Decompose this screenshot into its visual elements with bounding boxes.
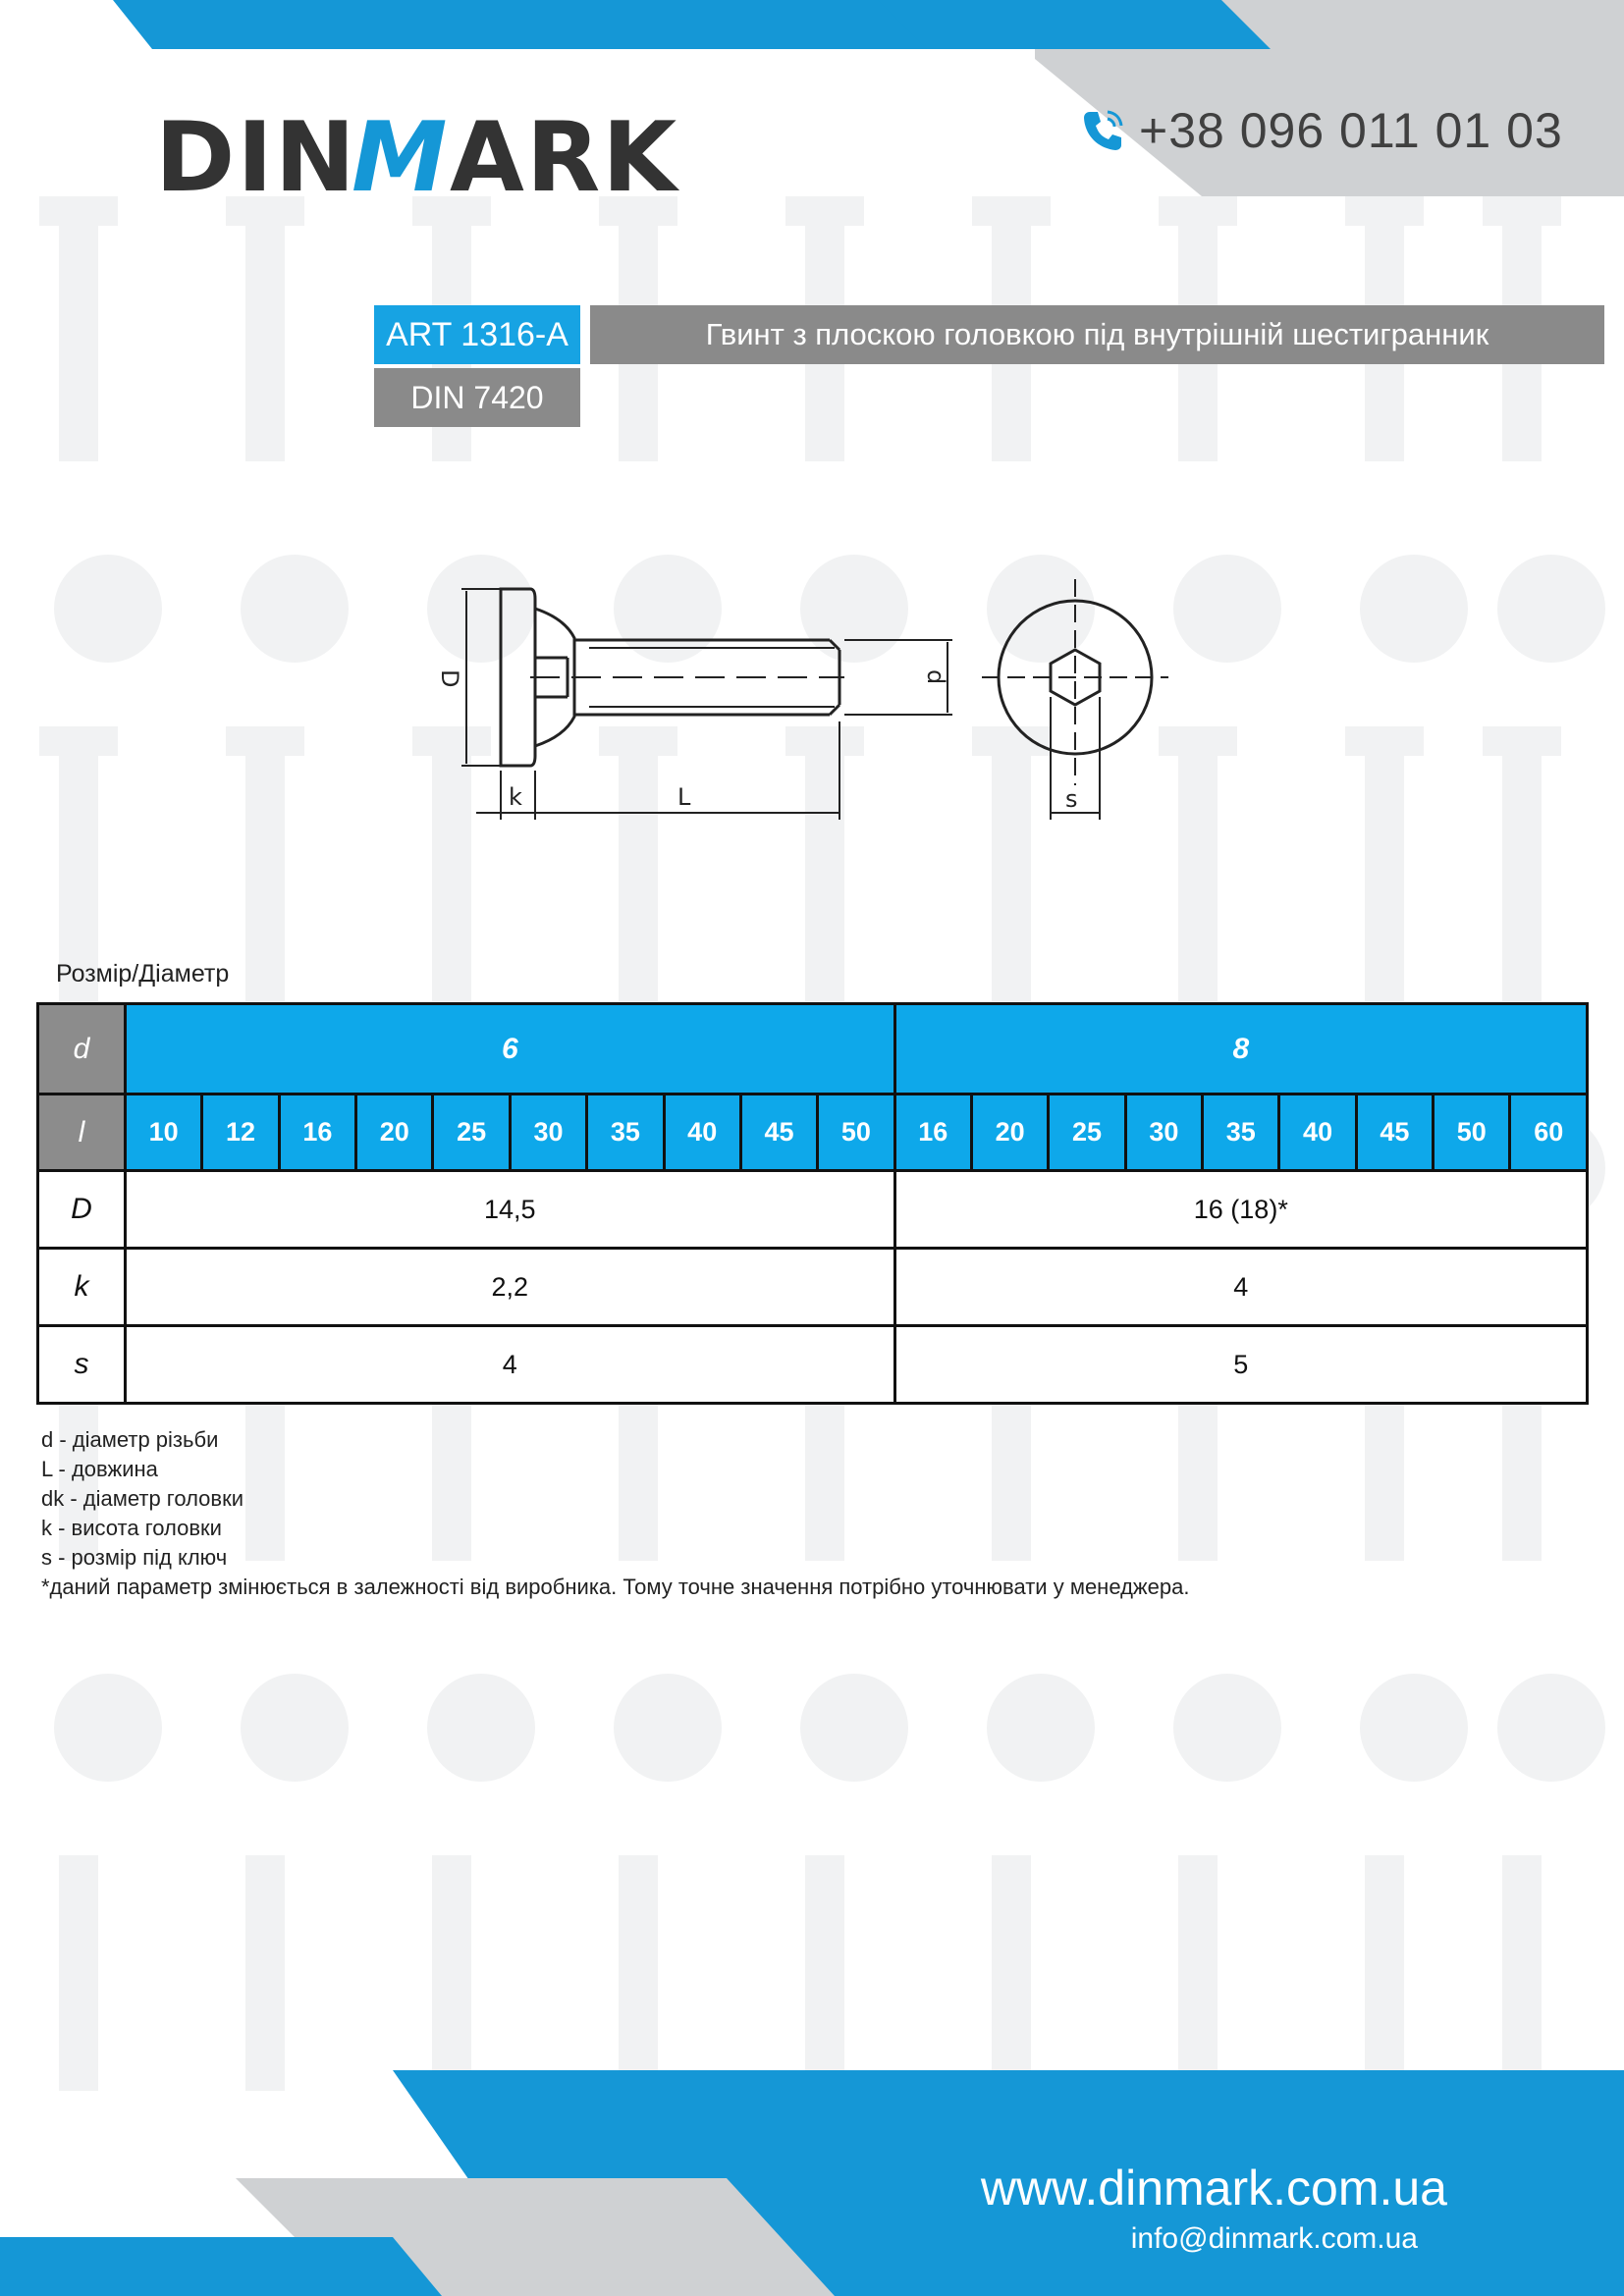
legend-notes [41, 1425, 1189, 1602]
dim-label-d: d [922, 669, 949, 685]
note-line: s - розмір під ключ [41, 1545, 228, 1570]
length-cell: 30 [510, 1095, 586, 1171]
value-cell: 4 [126, 1326, 895, 1404]
value-cell: 2,2 [126, 1249, 895, 1326]
header-gray-shape [878, 0, 1624, 196]
note-line: d - діаметр різьби [41, 1427, 219, 1452]
email-link[interactable]: info@dinmark.com.ua [1130, 2222, 1418, 2255]
length-cell: 60 [1510, 1095, 1588, 1171]
row-label: D [38, 1171, 126, 1249]
length-cell: 45 [1356, 1095, 1433, 1171]
svg-text:M: M [352, 106, 448, 204]
length-cell: 35 [1203, 1095, 1279, 1171]
length-cell: 10 [126, 1095, 202, 1171]
value-cell: 5 [894, 1326, 1587, 1404]
diameter-8: 8 [894, 1004, 1587, 1095]
length-cell: 12 [202, 1095, 279, 1171]
value-cell: 14,5 [126, 1171, 895, 1249]
dim-label-L: L [677, 783, 691, 811]
length-cell: 35 [587, 1095, 664, 1171]
svg-text:ARK: ARK [450, 106, 679, 204]
value-cell: 16 (18)* [894, 1171, 1587, 1249]
value-cell: 4 [894, 1249, 1587, 1326]
row-label: s [38, 1326, 126, 1404]
dim-label-D: D [436, 669, 463, 688]
length-cell: 50 [818, 1095, 894, 1171]
length-cell: 30 [1125, 1095, 1202, 1171]
row-label: d [38, 1004, 126, 1095]
art-number: ART 1316-A [374, 305, 580, 364]
table-caption: Розмір/Діаметр [56, 960, 230, 988]
note-line: k - висота головки [41, 1516, 222, 1540]
technical-drawing [422, 550, 1188, 844]
row-D [38, 1171, 1588, 1249]
length-cell: 40 [1279, 1095, 1356, 1171]
length-cell: 45 [740, 1095, 817, 1171]
note-line: L - довжина [41, 1457, 158, 1481]
length-cell: 25 [433, 1095, 510, 1171]
note-line: *даний параметр змінюється в залежності від виробника. Тому точне значення потрібно уточнювати у менеджера. [41, 1575, 1190, 1599]
dim-label-s: s [1065, 785, 1078, 813]
row-l [38, 1095, 1588, 1171]
length-cell: 40 [664, 1095, 740, 1171]
svg-text:DIN: DIN [155, 106, 357, 204]
din-standard: DIN 7420 [374, 368, 580, 427]
diameter-6: 6 [126, 1004, 895, 1095]
product-title: Гвинт з плоскою головкою під внутрішній шестигранник [590, 305, 1604, 364]
phone-number[interactable]: +38 096 011 01 03 [1078, 102, 1563, 159]
note-line: dk - діаметр головки [41, 1486, 244, 1511]
phone-icon [1078, 106, 1127, 155]
row-d [38, 1004, 1588, 1095]
length-cell: 20 [356, 1095, 433, 1171]
spec-table [36, 1002, 1589, 1405]
dinmark-logo [155, 106, 754, 204]
row-label: l [38, 1095, 126, 1171]
length-cell: 16 [894, 1095, 971, 1171]
dim-label-k: k [509, 783, 522, 811]
length-cell: 16 [279, 1095, 355, 1171]
row-label: k [38, 1249, 126, 1326]
length-cell: 20 [971, 1095, 1048, 1171]
length-cell: 50 [1434, 1095, 1510, 1171]
website-link[interactable]: www.dinmark.com.ua [980, 2161, 1447, 2216]
length-cell: 25 [1049, 1095, 1125, 1171]
row-s [38, 1326, 1588, 1404]
row-k [38, 1249, 1588, 1326]
